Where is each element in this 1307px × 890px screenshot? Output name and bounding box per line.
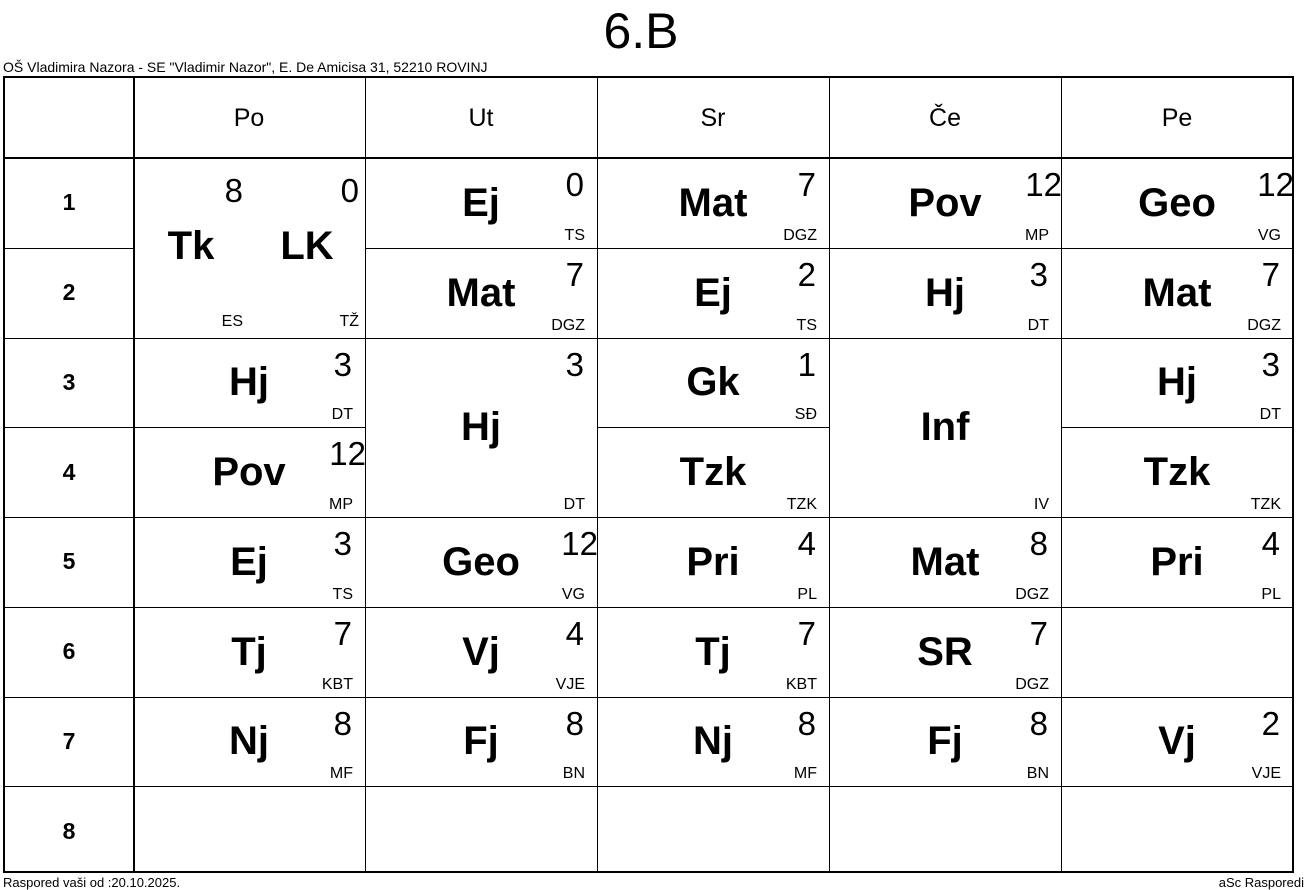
lesson-subject: Vj — [1158, 719, 1196, 764]
lesson-subject: Pri — [686, 539, 740, 584]
lesson-room: 8 — [224, 172, 243, 209]
lesson-cell — [1061, 338, 1293, 428]
period-number: 5 — [62, 548, 76, 575]
lesson-room: 7 — [333, 614, 352, 652]
period-number: 7 — [62, 727, 76, 754]
lesson-room: 8 — [1029, 704, 1048, 742]
lesson-cell — [365, 338, 597, 518]
lesson-cell — [365, 517, 597, 607]
grid-line — [5, 248, 133, 249]
lesson-cell — [133, 697, 365, 787]
lesson-teacher: SĐ — [794, 406, 817, 424]
lesson-cell — [249, 158, 365, 338]
lesson-teacher: DT — [1027, 316, 1049, 334]
lesson-room: 3 — [1029, 255, 1048, 293]
lesson-cell — [829, 697, 1061, 787]
period-number: 3 — [62, 368, 76, 395]
grid-line — [829, 786, 1061, 787]
footer-valid-from: Raspored vaši od :20.10.2025. — [3, 875, 181, 890]
lesson-cell — [829, 338, 1061, 518]
grid-line — [1061, 607, 1293, 608]
grid-line — [5, 786, 133, 787]
lesson-cell — [597, 517, 829, 607]
lesson-cell — [133, 427, 365, 517]
lesson-subject: Ej — [694, 270, 732, 315]
lesson-subject: SR — [917, 629, 973, 674]
lesson-cell — [1061, 248, 1293, 338]
lesson-room: 12 — [1025, 166, 1062, 203]
day-header: Pe — [1161, 103, 1193, 132]
lesson-room: 3 — [565, 345, 584, 383]
lesson-subject: Hj — [1157, 360, 1197, 405]
grid-line — [133, 786, 365, 787]
lesson-cell — [597, 427, 829, 517]
lesson-subject: Pri — [1150, 539, 1204, 584]
lesson-cell — [597, 338, 829, 428]
grid-line — [5, 338, 133, 339]
lesson-cell — [133, 607, 365, 697]
lesson-subject: Mat — [910, 539, 980, 584]
lesson-teacher: IV — [1033, 496, 1049, 513]
lesson-teacher: PL — [797, 585, 817, 603]
lesson-teacher: VG — [1257, 226, 1281, 244]
lesson-cell — [365, 248, 597, 338]
day-header: Po — [233, 103, 265, 132]
school-name: OŠ Vladimira Nazora - SE "Vladimir Nazor", E. De Amicisa 31, 52210 ROVINJ — [3, 59, 488, 75]
lesson-room: 7 — [797, 166, 816, 203]
timetable-grid — [3, 76, 1294, 873]
lesson-subject: Geo — [442, 539, 520, 584]
lesson-room: 4 — [1261, 525, 1280, 562]
lesson-room: 8 — [565, 704, 584, 742]
lesson-cell — [829, 158, 1061, 248]
lesson-teacher: DGZ — [1015, 675, 1049, 693]
lesson-cell — [597, 607, 829, 697]
lesson-cell — [597, 248, 829, 338]
grid-line — [1061, 786, 1293, 787]
lesson-room: 7 — [1029, 614, 1048, 652]
lesson-subject: Fj — [927, 719, 963, 764]
timetable-title: 6.B — [603, 3, 679, 59]
lesson-subject: Geo — [1138, 180, 1216, 225]
lesson-subject: Nj — [229, 719, 269, 764]
lesson-subject: Hj — [229, 360, 269, 405]
lesson-teacher: TZK — [1250, 496, 1281, 513]
grid-line — [597, 786, 829, 787]
lesson-subject: Fj — [463, 719, 499, 764]
lesson-room: 4 — [797, 525, 816, 562]
footer-software: aSc Rasporedi — [1218, 875, 1304, 890]
lesson-cell — [133, 158, 249, 338]
lesson-teacher: MF — [793, 765, 817, 783]
lesson-teacher: VJE — [1251, 765, 1281, 783]
lesson-subject: Vj — [462, 629, 500, 674]
grid-line — [5, 517, 133, 518]
lesson-subject: Inf — [920, 405, 970, 450]
lesson-room: 3 — [333, 525, 352, 562]
period-number: 2 — [62, 279, 76, 306]
grid-line — [5, 427, 133, 428]
lesson-subject: Mat — [678, 180, 748, 225]
lesson-teacher: DGZ — [1247, 316, 1281, 334]
lesson-cell — [1061, 697, 1293, 787]
lesson-cell — [597, 158, 829, 248]
lesson-room: 1 — [797, 345, 816, 383]
lesson-subject: Mat — [1142, 270, 1212, 315]
lesson-subject: Ej — [462, 180, 500, 225]
lesson-cell — [829, 607, 1061, 697]
lesson-teacher: DGZ — [551, 316, 585, 334]
lesson-teacher: DT — [563, 496, 585, 513]
lesson-teacher: TS — [796, 316, 817, 334]
lesson-room: 7 — [1261, 255, 1280, 293]
grid-line — [5, 697, 133, 698]
lesson-room: 4 — [565, 614, 584, 652]
lesson-subject: Tj — [695, 629, 731, 674]
lesson-subject: Mat — [446, 270, 516, 315]
lesson-teacher: VG — [561, 585, 585, 603]
period-number: 4 — [62, 458, 76, 485]
lesson-teacher: ES — [221, 312, 243, 330]
lesson-room: 12 — [1257, 166, 1294, 203]
lesson-subject: Tzk — [1143, 450, 1211, 495]
lesson-teacher: PL — [1261, 585, 1281, 603]
lesson-cell — [133, 517, 365, 607]
lesson-room: 3 — [333, 345, 352, 383]
lesson-cell — [365, 697, 597, 787]
lesson-teacher: TS — [332, 585, 353, 603]
lesson-cell — [365, 158, 597, 248]
lesson-teacher: MF — [329, 765, 353, 783]
lesson-cell — [133, 338, 365, 428]
lesson-room: 12 — [329, 435, 366, 473]
lesson-subject: Ej — [230, 539, 268, 584]
day-header: Če — [929, 103, 961, 132]
period-number: 8 — [62, 817, 76, 844]
lesson-subject: Tj — [231, 629, 267, 674]
lesson-room: 0 — [340, 172, 359, 209]
grid-line — [5, 607, 133, 608]
lesson-subject: Gk — [686, 360, 740, 405]
lesson-teacher: TŽ — [339, 312, 359, 330]
lesson-cell — [365, 607, 597, 697]
lesson-cell — [829, 517, 1061, 607]
day-header: Ut — [468, 103, 494, 132]
lesson-subject: Pov — [212, 450, 286, 495]
lesson-subject: Hj — [925, 270, 965, 315]
lesson-teacher: KBT — [785, 675, 817, 693]
lesson-room: 0 — [565, 166, 584, 203]
lesson-teacher: DGZ — [1015, 585, 1049, 603]
lesson-teacher: DGZ — [783, 226, 817, 244]
lesson-subject: Nj — [693, 719, 733, 764]
lesson-teacher: MP — [1025, 226, 1049, 244]
lesson-teacher: TZK — [786, 496, 817, 513]
lesson-teacher: BN — [1026, 765, 1049, 783]
lesson-cell — [1061, 427, 1293, 517]
lesson-room: 7 — [797, 614, 816, 652]
lesson-subject: Hj — [461, 405, 501, 450]
period-number: 1 — [62, 189, 76, 216]
lesson-teacher: KBT — [321, 675, 353, 693]
lesson-room: 12 — [561, 525, 598, 562]
lesson-subject: Pov — [908, 180, 982, 225]
lesson-subject: Tzk — [679, 450, 747, 495]
grid-line — [365, 786, 597, 787]
lesson-teacher: DT — [1259, 406, 1281, 424]
lesson-cell — [1061, 517, 1293, 607]
day-header: Sr — [700, 103, 726, 132]
lesson-room: 2 — [1261, 704, 1280, 742]
lesson-teacher: VJE — [555, 675, 585, 693]
lesson-room: 8 — [797, 704, 816, 742]
lesson-cell — [829, 248, 1061, 338]
lesson-teacher: MP — [329, 496, 353, 513]
lesson-room: 3 — [1261, 345, 1280, 383]
period-number: 6 — [62, 638, 76, 665]
lesson-subject: LK — [280, 223, 334, 268]
lesson-teacher: DT — [331, 406, 353, 424]
lesson-teacher: TS — [564, 226, 585, 244]
lesson-room: 2 — [797, 255, 816, 293]
lesson-room: 7 — [565, 255, 584, 293]
lesson-room: 8 — [333, 704, 352, 742]
lesson-subject: Tk — [167, 223, 215, 268]
lesson-cell — [597, 697, 829, 787]
lesson-teacher: BN — [562, 765, 585, 783]
lesson-cell — [1061, 158, 1293, 248]
lesson-room: 8 — [1029, 525, 1048, 562]
